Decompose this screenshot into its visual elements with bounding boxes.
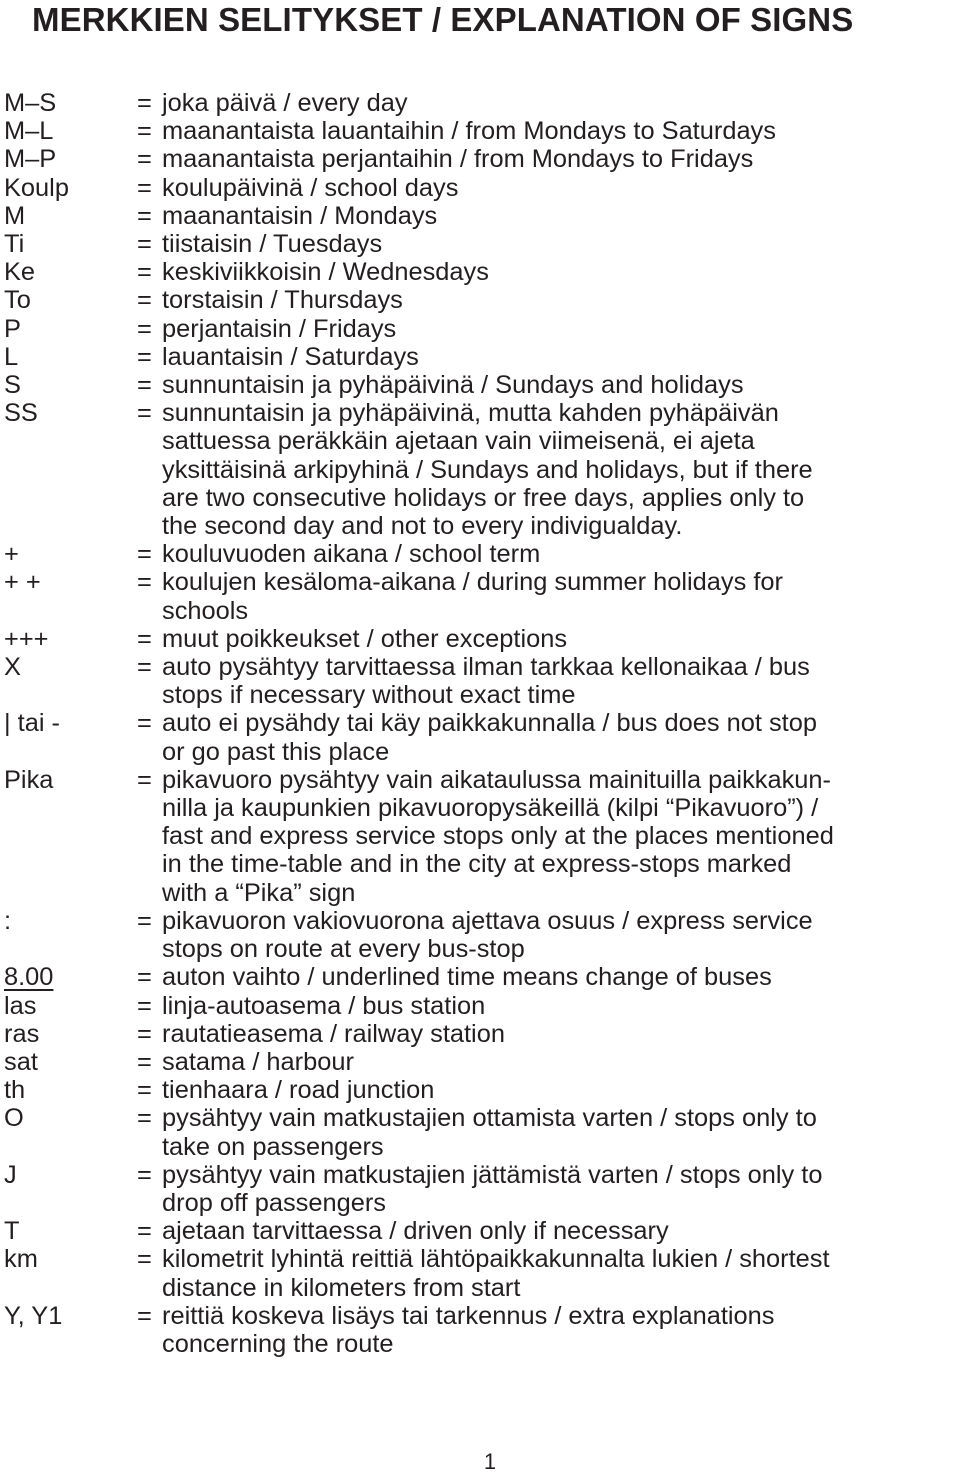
legend-symbol: Koulp: [4, 173, 69, 202]
signs-legend: [4, 89, 954, 1358]
legend-symbol: th: [4, 1076, 26, 1105]
legend-symbol: J: [4, 1160, 17, 1189]
legend-definition-line: pikavuoro pysähtyy vain aikataulussa mainituilla paikkakun-: [162, 765, 831, 794]
legend-definition-line: satama / harbour: [162, 1047, 354, 1076]
legend-symbol: Ti: [4, 230, 25, 259]
legend-symbol: M: [4, 201, 26, 230]
legend-definition-line: lauantaisin / Saturdays: [162, 342, 419, 371]
legend-entry: [4, 343, 954, 371]
equals-sign: =: [137, 624, 152, 653]
legend-entry: [4, 653, 954, 709]
legend-symbol: km: [4, 1245, 38, 1274]
legend-symbol: L: [4, 342, 19, 371]
legend-definition-line: stops on route at every bus-stop: [162, 935, 525, 964]
legend-definition-line: sunnuntaisin ja pyhäpäivinä, mutta kahden pyhäpäivän: [162, 399, 779, 428]
legend-definition-line: sattuessa peräkkäin ajetaan vain viimeisenä, ei ajeta: [162, 427, 755, 456]
legend-definition-line: nilla ja kaupunkien pikavuoropysäkeillä (kilpi “Pikavuoro”) /: [162, 794, 819, 823]
equals-sign: =: [137, 991, 152, 1020]
legend-symbol: P: [4, 314, 21, 343]
legend-definition-line: koulujen kesäloma-aikana / during summer holidays for: [162, 568, 783, 597]
legend-definition-line: or go past this place: [162, 737, 390, 766]
legend-symbol: :: [4, 906, 12, 935]
legend-entry: [4, 315, 954, 343]
legend-symbol: 8.00: [4, 963, 54, 992]
legend-definition-line: tiistaisin / Tuesdays: [162, 230, 383, 259]
equals-sign: =: [137, 765, 152, 794]
legend-definition-line: are two consecutive holidays or free days, applies only to: [162, 483, 805, 512]
legend-entry: [4, 286, 954, 314]
legend-definition-line: fast and express service stops only at the places mentioned: [162, 822, 834, 851]
legend-entry: [4, 1020, 954, 1048]
equals-sign: =: [137, 540, 152, 569]
equals-sign: =: [137, 314, 152, 343]
legend-definition-line: reittiä koskeva lisäys tai tarkennus / extra explanations: [162, 1301, 775, 1330]
legend-definition-line: yksittäisinä arkipyhinä / Sundays and holidays, but if there: [162, 455, 813, 484]
equals-sign: =: [137, 117, 152, 146]
legend-definition-line: stops if necessary without exact time: [162, 681, 576, 710]
legend-definition-line: pikavuoron vakiovuorona ajettava osuus / express service: [162, 906, 813, 935]
legend-symbol: M–S: [4, 89, 57, 117]
equals-sign: =: [137, 568, 152, 597]
legend-entry: [4, 540, 954, 568]
legend-entry: [4, 568, 954, 624]
equals-sign: =: [137, 1104, 152, 1133]
equals-sign: =: [137, 173, 152, 202]
equals-sign: =: [137, 399, 152, 428]
equals-sign: =: [137, 1047, 152, 1076]
legend-symbol: M–P: [4, 145, 57, 174]
legend-entry: [4, 766, 954, 907]
legend-definition-line: auton vaihto / underlined time means change of buses: [162, 963, 772, 992]
legend-definition-line: maanantaista lauantaihin / from Mondays to Saturdays: [162, 117, 776, 146]
legend-definition-line: sunnuntaisin ja pyhäpäivinä / Sundays and holidays: [162, 371, 744, 400]
legend-entry: [4, 625, 954, 653]
page-title: MERKKIEN SELITYKSET / EXPLANATION OF SIGNS: [32, 1, 854, 38]
legend-symbol: + +: [4, 568, 41, 597]
legend-entry: [4, 709, 954, 765]
legend-symbol: S: [4, 371, 21, 400]
legend-definition-line: perjantaisin / Fridays: [162, 314, 397, 343]
equals-sign: =: [137, 286, 152, 315]
legend-definition-line: take on passengers: [162, 1132, 384, 1161]
legend-definition-line: auto ei pysähdy tai käy paikkakunnalla / bus does not stop: [162, 709, 817, 738]
legend-entry: [4, 1302, 954, 1358]
legend-definition-line: maanantaista perjantaihin / from Mondays to Fridays: [162, 145, 754, 174]
equals-sign: =: [137, 1217, 152, 1246]
legend-definition-line: auto pysähtyy tarvittaessa ilman tarkkaa kellonaikaa / bus: [162, 653, 810, 682]
legend-definition-line: schools: [162, 596, 249, 625]
legend-entry: [4, 1217, 954, 1245]
legend-symbol: To: [4, 286, 31, 315]
equals-sign: =: [137, 1160, 152, 1189]
legend-definition-line: concerning the route: [162, 1329, 394, 1358]
legend-definition-line: the second day and not to every indivigualday.: [162, 512, 683, 541]
legend-definition-line: pysähtyy vain matkustajien jättämistä varten / stops only to: [162, 1160, 823, 1189]
legend-symbol: | tai -: [4, 709, 60, 738]
page-number: 1: [483, 1449, 497, 1474]
equals-sign: =: [137, 145, 152, 174]
legend-definition-line: joka päivä / every day: [162, 89, 408, 117]
legend-symbol: SS: [4, 399, 38, 428]
equals-sign: =: [137, 201, 152, 230]
legend-symbol: M–L: [4, 117, 54, 146]
legend-entry: [4, 399, 954, 540]
legend-entry: [4, 1245, 954, 1301]
legend-definition-line: rautatieasema / railway station: [162, 1019, 505, 1048]
equals-sign: =: [137, 371, 152, 400]
legend-entry: [4, 1076, 954, 1104]
legend-symbol: +: [4, 540, 19, 569]
legend-definition-line: pysähtyy vain matkustajien ottamista varten / stops only to: [162, 1104, 817, 1133]
legend-symbol: X: [4, 653, 21, 682]
legend-entry: [4, 258, 954, 286]
legend-entry: [4, 1161, 954, 1217]
legend-definition-line: ajetaan tarvittaessa / driven only if necessary: [162, 1217, 669, 1246]
equals-sign: =: [137, 1019, 152, 1048]
legend-entry: [4, 145, 954, 173]
equals-sign: =: [137, 709, 152, 738]
legend-definition-line: in the time-table and in the city at express-stops marked: [162, 850, 792, 879]
legend-entry: [4, 371, 954, 399]
legend-symbol: ras: [4, 1019, 40, 1048]
equals-sign: =: [137, 1301, 152, 1330]
legend-entry: [4, 89, 954, 117]
legend-symbol: +++: [4, 624, 49, 653]
equals-sign: =: [137, 906, 152, 935]
equals-sign: =: [137, 89, 152, 117]
equals-sign: =: [137, 342, 152, 371]
equals-sign: =: [137, 653, 152, 682]
legend-symbol: las: [4, 991, 37, 1020]
legend-entry: [4, 117, 954, 145]
legend-symbol: Y, Y1: [4, 1301, 63, 1330]
legend-definition-line: muut poikkeukset / other exceptions: [162, 624, 568, 653]
legend-definition-line: kouluvuoden aikana / school term: [162, 540, 541, 569]
equals-sign: =: [137, 230, 152, 259]
equals-sign: =: [137, 258, 152, 287]
legend-entry: [4, 174, 954, 202]
equals-sign: =: [137, 1076, 152, 1105]
legend-definition-line: tienhaara / road junction: [162, 1076, 435, 1105]
legend-entry: [4, 202, 954, 230]
legend-definition-line: kilometrit lyhintä reittiä lähtöpaikkakunnalta lukien / shortest: [162, 1245, 830, 1274]
legend-entry: [4, 907, 954, 963]
legend-definition-line: koulupäivinä / school days: [162, 173, 459, 202]
legend-symbol: Ke: [4, 258, 36, 287]
equals-sign: =: [137, 963, 152, 992]
legend-definition-line: drop off passengers: [162, 1188, 386, 1217]
legend-definition-line: maanantaisin / Mondays: [162, 201, 438, 230]
legend-definition-line: distance in kilometers from start: [162, 1273, 521, 1302]
legend-symbol: sat: [4, 1047, 38, 1076]
legend-definition-line: linja-autoasema / bus station: [162, 991, 486, 1020]
legend-entry: [4, 230, 954, 258]
legend-entry: [4, 1048, 954, 1076]
legend-definition-line: torstaisin / Thursdays: [162, 286, 403, 315]
legend-definition-line: with a “Pika” sign: [162, 878, 356, 907]
legend-entry: [4, 1104, 954, 1160]
legend-definition-line: keskiviikkoisin / Wednesdays: [162, 258, 489, 287]
legend-symbol: T: [4, 1217, 20, 1246]
legend-entry: [4, 963, 954, 991]
equals-sign: =: [137, 1245, 152, 1274]
legend-entry: [4, 992, 954, 1020]
legend-symbol: Pika: [4, 765, 54, 794]
legend-symbol: O: [4, 1104, 24, 1133]
